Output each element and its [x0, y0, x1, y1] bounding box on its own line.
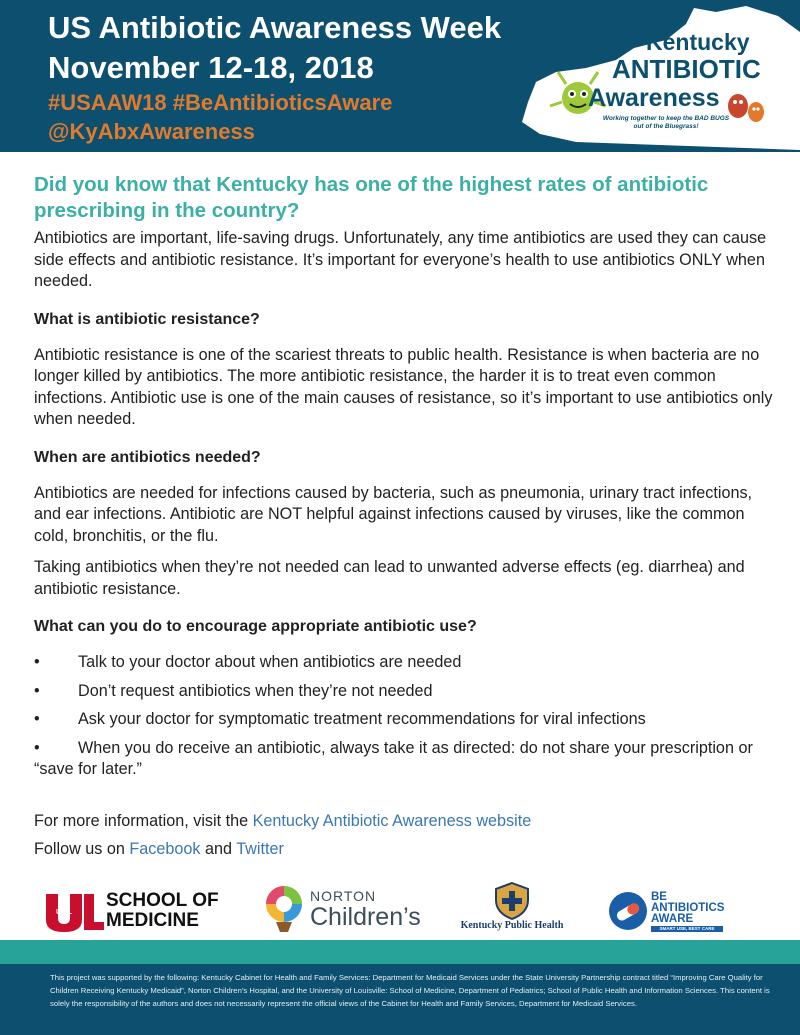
list-item [34, 681, 774, 703]
bullet: • [34, 681, 40, 700]
twitter-link[interactable]: Twitter [236, 840, 284, 858]
action-list [34, 652, 774, 781]
norton-name-line2: Children’s [310, 903, 421, 931]
list-item-text: When you do receive an antibiotic, always take it as directed: do not share your prescription or “save for later.” [34, 738, 753, 778]
baa-name [651, 892, 724, 925]
and-text: and [200, 840, 237, 858]
website-link[interactable]: Kentucky Antibiotic Awareness website [252, 812, 532, 830]
kentucky-public-health-logo [452, 880, 572, 940]
uofl-name [106, 891, 219, 931]
contact-links [34, 807, 531, 863]
uofl-name-line2: MEDICINE [106, 910, 199, 931]
logo-word-antibiotic: ANTIBIOTIC [612, 54, 761, 84]
baa-line3: AWARE [651, 913, 694, 925]
resistance-heading: What is antibiotic resistance? [34, 310, 260, 328]
intro-headline: Did you know that Kentucky has one of the highest rates of antibiotic prescribing in the country? [34, 173, 709, 222]
more-info-line [34, 807, 531, 835]
header-banner [0, 0, 800, 152]
logo-tagline-line2: out of the Bluegrass! [633, 123, 699, 130]
follow-prefix: Follow us on [34, 840, 130, 858]
hashtags: #USAAW18 #BeAntibioticsAware [48, 90, 393, 115]
intro-paragraph: Antibiotics are important, life-saving drugs. Unfortunately, any time antibiotics are used they can cause side effects and antibiotic resistance. It’s important for everyone’s health to use antibiotics ONLY when needed. [34, 229, 767, 290]
logo-word-kentucky: Kentucky [646, 29, 750, 55]
event-dates: November 12-18, 2018 [48, 50, 374, 85]
main-content [34, 172, 774, 788]
bullet: • [34, 710, 40, 728]
balloon-icon [262, 884, 306, 936]
norton-childrens-logo [262, 880, 432, 940]
list-item [34, 738, 774, 781]
needed-heading: When are antibiotics needed? [34, 448, 261, 466]
resistance-paragraph: Antibiotic resistance is one of the scariest threats to public health. Resistance is when bacteria are no longer killed by antibiotics. The more antibiotic resistance, the harder it is to treat even common infections. Antibiotic use is one of the main causes of resistance, so it’s important to use antibiotics only when needed. [34, 345, 773, 428]
baa-line2: ANTIBIOTICS [651, 902, 725, 914]
bullet: • [34, 653, 40, 671]
pill-badge-icon [608, 891, 648, 931]
be-antibiotics-aware-logo [608, 880, 738, 940]
shield-cross-icon [494, 882, 530, 920]
list-item [34, 652, 774, 674]
facebook-link[interactable]: Facebook [129, 840, 201, 858]
follow-line [34, 835, 531, 863]
uofl-mark-icon [44, 892, 106, 932]
actions-heading: What can you do to encourage appropriate antibiotic use? [34, 618, 477, 635]
baa-tagline: SMART USE, BEST CARE [651, 926, 723, 932]
list-item-text: Don’t request antibiotics when they’re not needed [78, 681, 433, 700]
needed-paragraph-1: Antibiotics are needed for infections caused by bacteria, such as pneumonia, urinary tract infections, and ear infections. Antibiotic are NOT helpful against infections caused by viruses, like the common cold, bronchitis, or the flu. [34, 483, 753, 545]
sponsor-logos [0, 880, 800, 940]
list-item [34, 709, 774, 731]
bullet: • [34, 738, 40, 757]
uofl-name-line1: SCHOOL OF [106, 890, 219, 911]
teal-divider-bar [0, 940, 800, 964]
list-item-text: Talk to your doctor about when antibiotics are needed [78, 653, 462, 671]
funding-disclaimer: This project was supported by the following: Kentucky Cabinet for Health and Family Services: Department for Medicaid Services under the State University Partnership contract titled “Improving Care Quality for Children Receiving Kentucky Medicaid”, Norton Children’s Hospital, and the University of Louisville: School of Medicine, Department of Pediatrics; School of Public Health and Information Sciences. This content is solely the responsibility of the authors and does not necessarily represent the official views of the Cabinet for Health and Family Services, Department for Medicaid Services. [50, 973, 770, 1009]
more-info-prefix: For more information, visit the [34, 812, 253, 830]
kph-name: Kentucky Public Health [460, 920, 564, 931]
kentucky-antibiotic-awareness-logo [516, 2, 800, 150]
norton-name [310, 888, 421, 930]
social-handle: @KyAbxAwareness [48, 119, 255, 144]
norton-name-line1: NORTON [310, 888, 377, 904]
uofl-school-of-medicine-logo [44, 880, 224, 940]
page-title: US Antibiotic Awareness Week [48, 10, 502, 45]
logo-word-awareness: Awareness [588, 84, 720, 112]
list-item-text: Ask your doctor for symptomatic treatment recommendations for viral infections [78, 710, 646, 728]
needed-paragraph-2: Taking antibiotics when they’re not needed can lead to unwanted adverse effects (eg. diarrhea) and antibiotic resistance. [34, 558, 745, 598]
uofl-mark-text: UofL [56, 909, 72, 916]
logo-tagline-line1: Working together to keep the BAD BUGS [602, 115, 730, 122]
footer [0, 964, 800, 1035]
baa-line1: BE [651, 891, 667, 903]
